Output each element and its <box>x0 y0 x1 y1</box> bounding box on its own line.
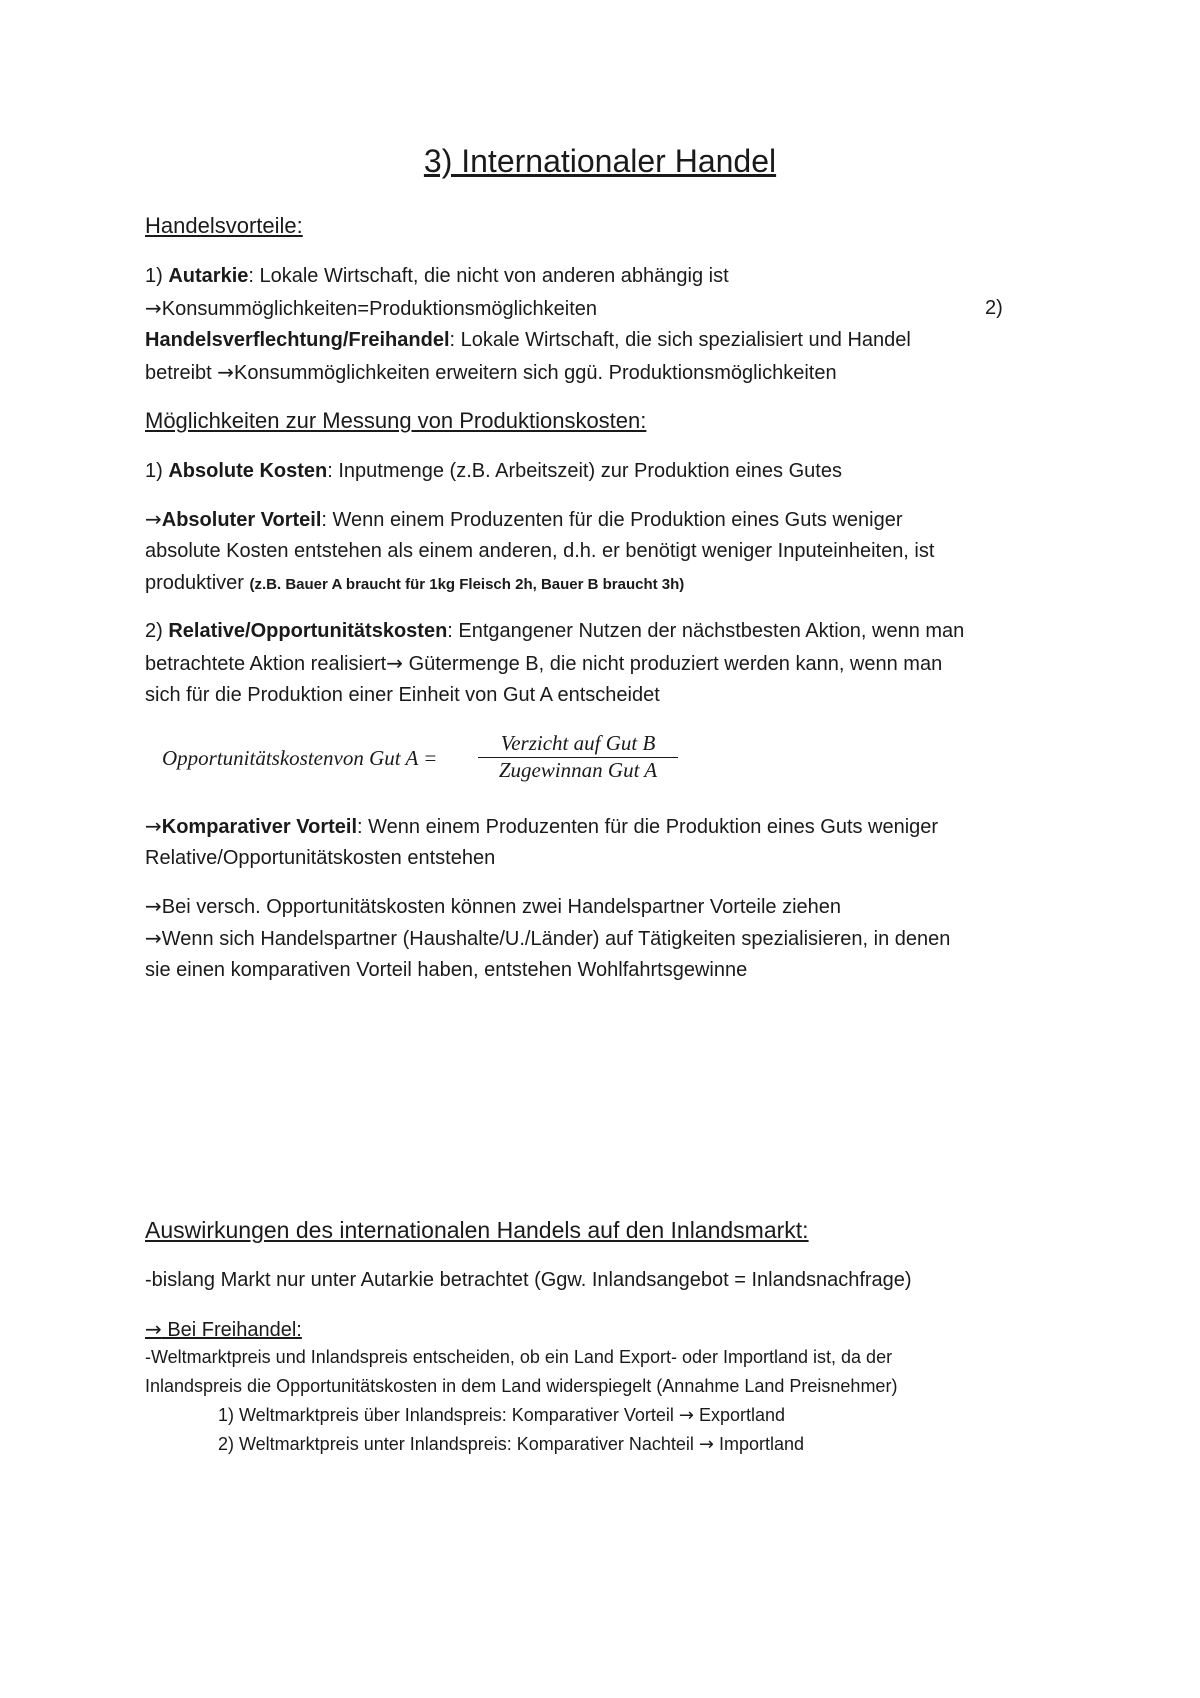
freihandel-line <box>145 324 1065 356</box>
section-heading-handelsvorteile: Handelsvorteile: <box>145 213 303 238</box>
list-number: 2) <box>145 620 169 642</box>
arrow-icon: → <box>145 296 162 320</box>
autarkie-result-line <box>145 292 1065 325</box>
term-absoluter-vorteil: Absoluter Vorteil <box>161 509 322 531</box>
conclusion-text: Wenn sich Handelspartner (Haushalte/U./Länder) auf Tätigkeiten spezialisieren, in denen <box>161 928 951 950</box>
freihandel-desc-line-2: Inlandspreis die Opportunitätskosten in dem Land widerspiegelt (Annahme Land Preisnehmer) <box>145 1376 898 1396</box>
freihandel-description: : Lokale Wirtschaft, die sich spezialisiert und Handel <box>449 329 911 351</box>
komparativer-vorteil-line-1 <box>145 810 1065 843</box>
case-result: Exportland <box>693 1405 786 1425</box>
page-title: 3) Internationaler Handel <box>423 143 777 179</box>
conclusion-line-2 <box>145 922 1065 955</box>
conclusion-text: Bei versch. Opportunitätskosten können zwei Handelspartner Vorteile ziehen <box>161 896 842 918</box>
absoluter-vorteil-text: produktiver <box>145 572 250 594</box>
subheading-text: Bei Freihandel: <box>161 1319 302 1341</box>
autarkie-result: Konsummöglichkeiten=Produktionsmöglichkeiten <box>161 298 597 320</box>
arrow-icon: → <box>145 1317 162 1341</box>
komparativer-vorteil-line-2: Relative/Opportunitätskosten entstehen <box>145 847 496 869</box>
freihandel-continuation: betreibt <box>145 362 218 384</box>
arrow-icon: → <box>145 814 162 838</box>
term-absolute-kosten: Absolute Kosten <box>168 460 328 482</box>
section-heading-messung: Möglichkeiten zur Messung von Produktionskosten: <box>145 408 647 433</box>
relative-kosten-line-1 <box>145 615 1065 647</box>
term-freihandel: Handelsverflechtung/Freihandel <box>145 329 450 351</box>
arrow-icon: → <box>145 926 162 950</box>
arrow-icon: → <box>217 360 235 384</box>
freihandel-result-line <box>145 356 1065 389</box>
absoluter-vorteil-line-3 <box>145 567 1065 601</box>
relative-kosten-text: betrachtete Aktion realisiert <box>145 653 387 675</box>
freihandel-result: Konsummöglichkeiten erweitern sich ggü. Produktionsmöglichkeiten <box>234 362 837 384</box>
section-heading-auswirkungen: Auswirkungen des internationalen Handels auf den Inlandsmarkt: <box>145 1217 809 1243</box>
absoluter-vorteil-text: : Wenn einem Produzenten für die Produktion eines Guts weniger <box>321 509 903 531</box>
absolute-kosten-description: : Inputmenge (z.B. Arbeitszeit) zur Produktion eines Gutes <box>327 460 842 482</box>
case-exportland <box>218 1401 1138 1430</box>
arrow-icon: → <box>386 651 404 675</box>
arrow-icon: → <box>698 1434 714 1455</box>
formula-numerator: Verzicht auf Gut B <box>478 731 678 758</box>
list-number: 1) <box>145 460 169 482</box>
term-autarkie: Autarkie <box>168 265 249 287</box>
term-relative-kosten: Relative/Opportunitätskosten <box>168 620 448 642</box>
conclusion-line-3: sie einen komparativen Vorteil haben, entstehen Wohlfahrtsgewinne <box>145 959 748 981</box>
arrow-icon: → <box>678 1405 694 1426</box>
relative-kosten-text: Gütermenge B, die nicht produziert werden kann, wenn man <box>403 653 943 675</box>
freihandel-subheading <box>145 1313 1065 1346</box>
komparativer-vorteil-text: : Wenn einem Produzenten für die Produktion eines Guts weniger <box>357 816 939 838</box>
formula-fraction <box>478 731 678 783</box>
relative-kosten-line-3: sich für die Produktion einer Einheit von Gut A entscheidet <box>145 684 660 706</box>
case-result: Importland <box>713 1434 804 1454</box>
list-number: 2) <box>985 297 1003 319</box>
absoluter-vorteil-line-2: absolute Kosten entstehen als einem anderen, d.h. er benötigt weniger Inputeinheiten, ist <box>145 540 935 562</box>
list-number: 1) <box>145 265 169 287</box>
absolute-kosten-line <box>145 455 1065 487</box>
formula-lhs: Opportunitätskostenvon Gut A = <box>162 746 438 770</box>
arrow-icon: → <box>145 894 162 918</box>
formula-denominator: Zugewinnan Gut A <box>498 758 658 782</box>
term-komparativer-vorteil: Komparativer Vorteil <box>161 816 358 838</box>
autarkie-description: : Lokale Wirtschaft, die nicht von anderen abhängig ist <box>248 265 729 287</box>
conclusion-line-1 <box>145 890 1065 923</box>
absoluter-vorteil-line-1 <box>145 503 1065 536</box>
autarkie-note-line: -bislang Markt nur unter Autarkie betrachtet (Ggw. Inlandsangebot = Inlandsnachfrage) <box>145 1269 912 1291</box>
case-importland <box>218 1430 1138 1459</box>
autarkie-line <box>145 260 1065 292</box>
arrow-icon: → <box>145 507 162 531</box>
case-text: 2) Weltmarktpreis unter Inlandspreis: Komparativer Nachteil <box>218 1434 699 1454</box>
relative-kosten-text: : Entgangener Nutzen der nächstbesten Aktion, wenn man <box>447 620 965 642</box>
case-text: 1) Weltmarktpreis über Inlandspreis: Komparativer Vorteil <box>218 1405 679 1425</box>
relative-kosten-line-2 <box>145 647 1065 680</box>
example-note: (z.B. Bauer A braucht für 1kg Fleisch 2h, Bauer B braucht 3h) <box>249 576 685 593</box>
freihandel-desc-line-1: -Weltmarktpreis und Inlandspreis entscheiden, ob ein Land Export- oder Importland ist, da der <box>145 1347 893 1367</box>
